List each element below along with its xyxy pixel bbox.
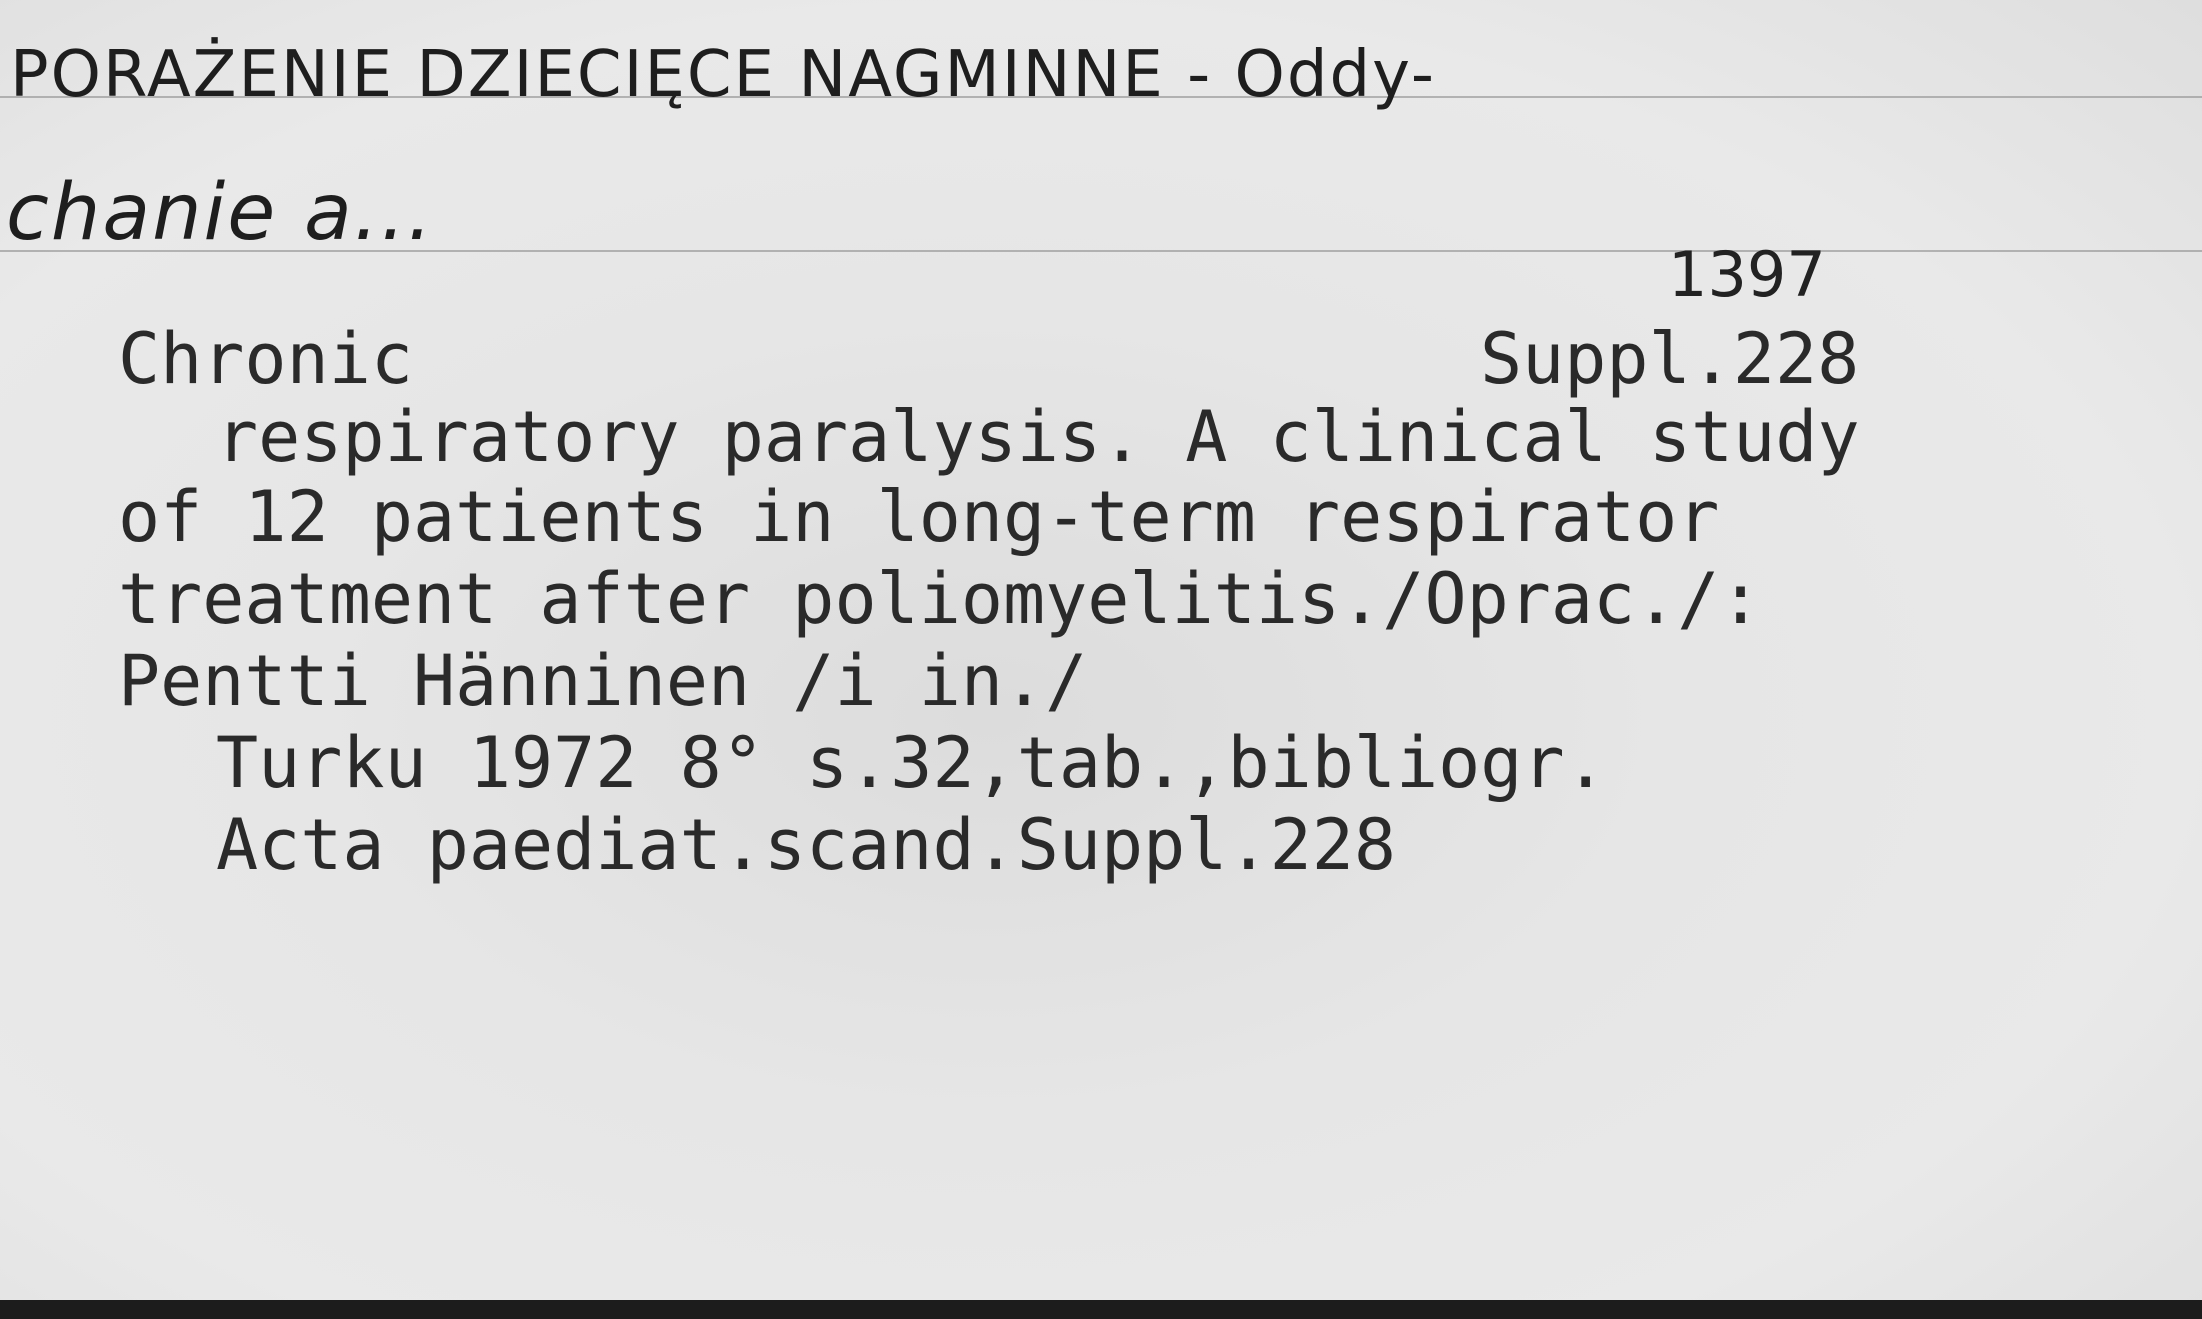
entry-line-7: Acta paediat.scand.Suppl.228 [216,804,1397,886]
subject-heading-line1: PORAŻENIE DZIECIĘCE NAGMINNE - Oddy- [10,38,1436,112]
card-bottom-edge [0,1300,2202,1319]
entry-line-6: Turku 1972 8° s.32,tab.,bibliogr. [216,722,1607,804]
shelf-mark: Suppl.228 [1480,318,1860,400]
subject-heading-line2: chanie a... [6,168,435,258]
entry-line-5: Pentti Hänninen /i in./ [118,640,1088,722]
entry-line-2: respiratory paralysis. A clinical study [216,396,1860,478]
entry-line-3: of 12 patients in long-term respirator [118,476,1720,558]
call-number: 1397 [1668,238,1826,311]
entry-line-1: Chronic [118,318,414,400]
entry-line-4: treatment after poliomyelitis./Oprac./: [118,558,1762,640]
